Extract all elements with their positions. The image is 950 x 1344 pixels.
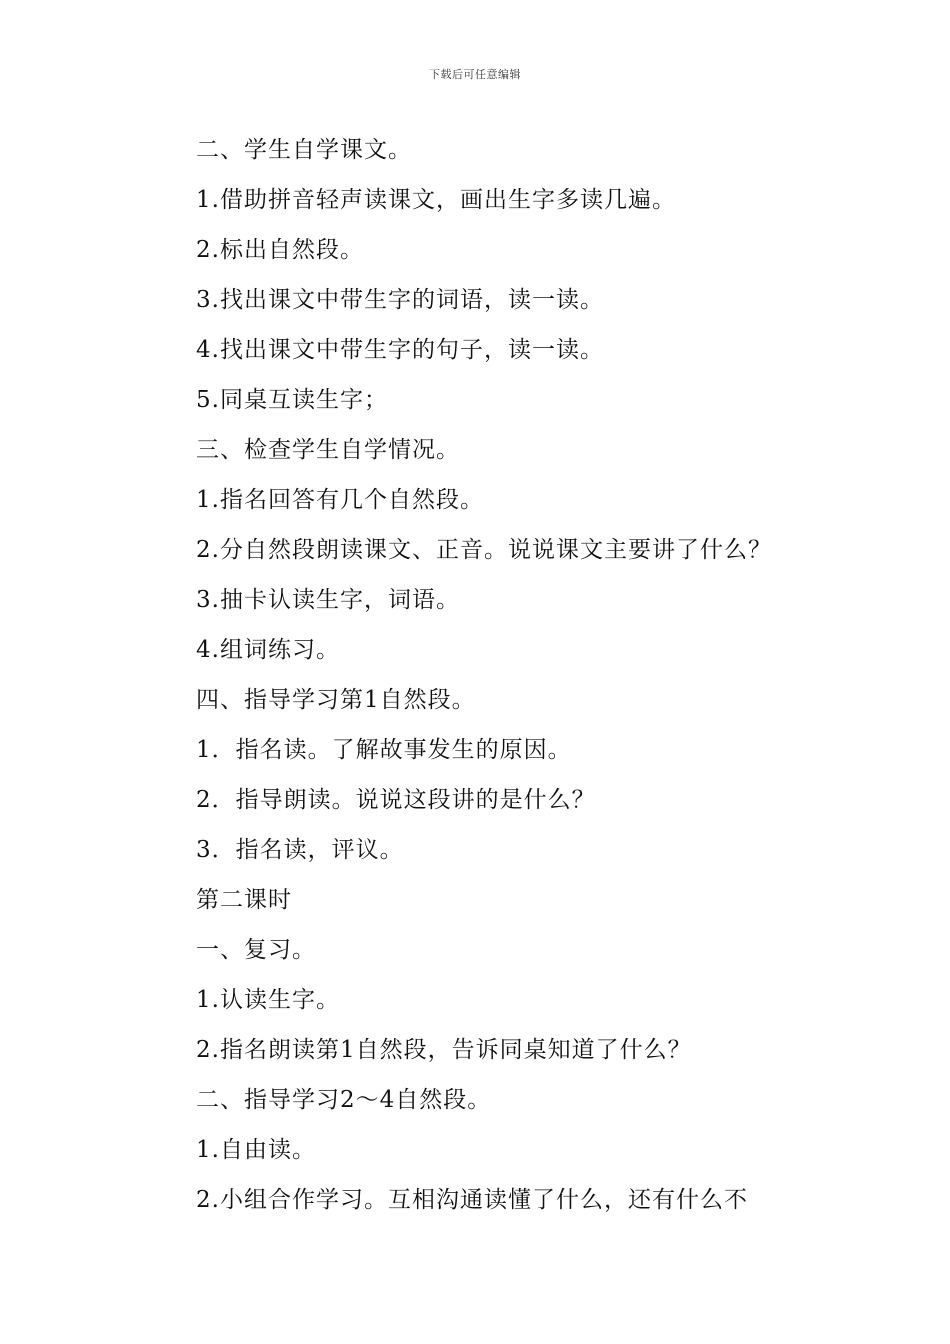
lesson-heading: 第二课时	[196, 887, 292, 913]
list-item: 1.自由读。	[196, 1137, 316, 1163]
list-item: 1.借助拼音轻声读课文，画出生字多读几遍。	[196, 187, 676, 213]
list-item: 5.同桌互读生字；	[196, 387, 388, 413]
list-item: 3.抽卡认读生字，词语。	[196, 587, 460, 613]
list-item: 2.指名朗读第1自然段，告诉同桌知道了什么？	[196, 1037, 692, 1063]
list-item: 2．指导朗读。说说这段讲的是什么？	[196, 787, 596, 813]
list-item: 4.找出课文中带生字的句子，读一读。	[196, 337, 604, 363]
list-item: 1.认读生字。	[196, 987, 340, 1013]
document-body	[196, 130, 836, 1230]
list-item: 2.标出自然段。	[196, 237, 364, 263]
section-heading: 四、指导学习第1自然段。	[196, 687, 476, 713]
list-item: 2.分自然段朗读课文、正音。说说课文主要讲了什么？	[196, 537, 772, 563]
section-heading: 三、检查学生自学情况。	[196, 437, 460, 463]
list-item: 1.指名回答有几个自然段。	[196, 487, 484, 513]
section-heading: 一、复习。	[196, 937, 316, 963]
list-item: 4.组词练习。	[196, 637, 340, 663]
list-item: 2.小组合作学习。互相沟通读懂了什么，还有什么不	[196, 1187, 748, 1213]
page-header-note: 下载后可任意编辑	[429, 68, 521, 81]
list-item: 1．指名读。了解故事发生的原因。	[196, 737, 572, 763]
section-heading: 二、学生自学课文。	[196, 137, 412, 163]
section-heading: 二、指导学习2～4自然段。	[196, 1087, 492, 1113]
list-item: 3.找出课文中带生字的词语，读一读。	[196, 287, 604, 313]
list-item: 3．指名读，评议。	[196, 837, 404, 863]
